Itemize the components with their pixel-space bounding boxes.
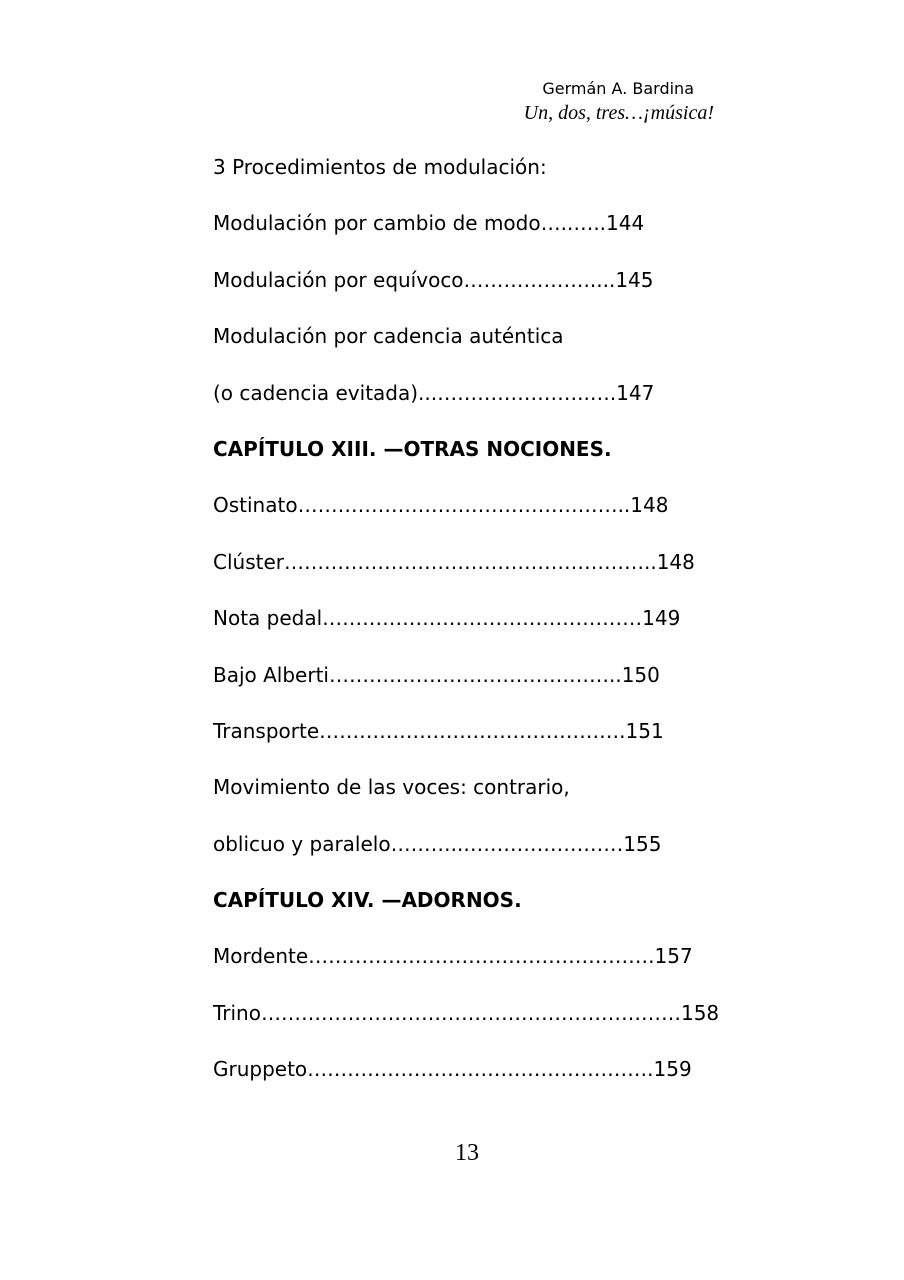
toc-entry: Gruppeto…………………………………………….159 bbox=[213, 1057, 692, 1082]
toc-entry: Ostinato…………………………………………..148 bbox=[213, 493, 669, 518]
toc-entry: Clúster………………………………………………..148 bbox=[213, 549, 695, 574]
running-header bbox=[524, 78, 714, 126]
toc-entry: Modulación por cambio de modo…..…..144 bbox=[213, 211, 645, 236]
toc-entry: Trino………………………………………………………158 bbox=[213, 1000, 720, 1025]
toc-chapter-heading: CAPÍTULO XIII. —OTRAS NOCIONES. bbox=[213, 436, 612, 461]
toc-entry: Bajo Alberti……………………………………..150 bbox=[213, 662, 660, 687]
toc-entry: (o cadencia evitada)...…………………..….147 bbox=[213, 380, 655, 405]
toc-chapter-heading: CAPÍTULO XIV. —ADORNOS. bbox=[213, 888, 522, 913]
page-number: 13 bbox=[455, 1140, 479, 1166]
toc-entry: Mordente…………………………………………….157 bbox=[213, 944, 693, 969]
toc-entry: Modulación por cadencia auténtica bbox=[213, 324, 564, 349]
toc-entry: Modulación por equívoco……………….....145 bbox=[213, 267, 654, 292]
header-author: Germán A. Bardina bbox=[542, 79, 694, 98]
header-book-title: Un, dos, tres…¡música! bbox=[523, 102, 714, 124]
toc-entry: oblicuo y paralelo………..……………………155 bbox=[213, 831, 662, 856]
toc-entry: Nota pedal…………………………………………149 bbox=[213, 606, 681, 631]
toc-entry: Movimiento de las voces: contrario, bbox=[213, 775, 570, 800]
toc-entry: Transporte……………………………………….151 bbox=[213, 718, 664, 743]
table-of-contents bbox=[213, 150, 720, 1109]
toc-section-heading: 3 Procedimientos de modulación: bbox=[213, 155, 547, 179]
